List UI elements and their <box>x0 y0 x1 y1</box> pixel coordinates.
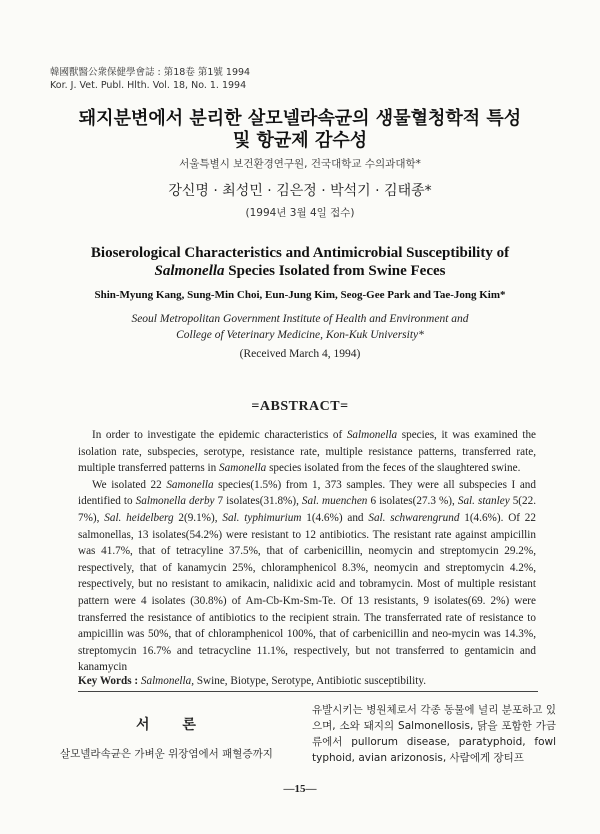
keywords-genus: Salmonella, <box>140 675 195 687</box>
species-name: Salmonella derby <box>135 495 215 508</box>
journal-citation-english: Kor. J. Vet. Publ. Hlth. Vol. 18, No. 1. 1994 <box>50 80 247 91</box>
abstract-text: 6 isolates(27.3 %), <box>367 495 458 508</box>
page-number: —15— <box>283 783 317 795</box>
abstract-text: 1(4.6%). Of 22 salmonellas, 13 isolates(54.2%) were resistant to 12 antibiotics. The resistant rate against ampicillin was 41.7%, that of tetracyline 37.5%, that of carbenicillin, neomycin and streptomycin 29.2%, respectively, that of kanamycin 25%, chloramphenicol 8.3%, neomycin and streptomycin 4.2%, respectively, but no resistant to amikacin, nalidixic acid and tobramycin. Most of multiple resistant pattern were 4 isolates (30.8%) of Am-Cb-Km-Sm-Te. Of 13 resistants, 9 isolates(69. 2%) were transferred the resistance of antibiotics to the recipient strain. The transferrated rate of resistance to ampicillin was 50%, that of chloramphenicol 100%, that of carbenicillin and neo-mycin was 14.3%, streptomycin 16.7% and tetracycline 11.1%, respectively, but not transferred to gentamicin and kanamycin <box>78 511 536 674</box>
english-affiliation-line2: College of Veterinary Medicine, Kon-Kuk University* <box>176 329 424 341</box>
english-title-line1: Bioserological Characteristics and Antimicrobial Susceptibility of <box>90 245 510 261</box>
english-title-rest: Species Isolated from Swine Feces <box>224 263 446 279</box>
abstract-text: species(1.5%) from 1, 373 samples. They were all subspecies I and identified to <box>78 478 536 508</box>
english-affiliation-line1: Seoul Metropolitan Government Institute of Health and Environment and <box>131 313 469 325</box>
abstract-heading: =ABSTRACT= <box>251 399 349 414</box>
korean-affiliation: 서울특별시 보건환경연구원, 건국대학교 수의과대학* <box>179 158 421 170</box>
keywords-label: Key Words : <box>78 675 141 687</box>
korean-title <box>40 108 560 152</box>
abstract-text: 2(9.1%), <box>173 511 223 524</box>
keywords <box>78 674 536 689</box>
introduction-left-column: 살모넬라속균은 가벼운 위장염에서 패혈증까지 <box>60 748 273 760</box>
english-received-date: (Received March 4, 1994) <box>239 348 361 360</box>
korean-received-date: (1994년 3월 4일 접수) <box>245 207 355 219</box>
species-name: Sal. schwarengrund <box>368 511 460 524</box>
species-name: Sal. heidelberg <box>104 511 174 524</box>
abstract-text: We isolated 22 <box>92 478 167 491</box>
journal-citation <box>50 66 250 92</box>
species-name: Samonella <box>219 462 267 475</box>
abstract-body <box>78 427 536 676</box>
english-title-line2 <box>40 262 560 280</box>
abstract-text: 1(4.6%) and <box>301 511 369 524</box>
english-affiliation <box>40 311 560 343</box>
species-name: Salmonella <box>346 429 398 441</box>
abstract-text: 7 isolates(31.8%), <box>214 495 302 508</box>
abstract-text: 5(22. 7%), <box>78 495 537 524</box>
korean-title-line2: 및 항균제 감수성 <box>232 130 368 151</box>
species-name: Sal. typhimurium <box>222 511 302 524</box>
introduction-heading: 서 론 <box>136 717 210 733</box>
english-title <box>40 244 560 280</box>
abstract-text: species, it was examined the isolation rate, subspecies, serotype, resistance rate, multiple resistance patterns, transferred rate, multiple transferred patterns in <box>78 429 536 475</box>
abstract-text: species isolated from the feces of the slaughtered swine. <box>266 462 521 475</box>
species-name: Samonella <box>166 478 214 491</box>
abstract-paragraph-2 <box>78 477 536 676</box>
korean-title-line1: 돼지분변에서 분리한 살모넬라속균의 생물혈청학적 특성 <box>78 108 522 129</box>
korean-authors: 강신명 · 최성민 · 김은정 · 박석기 · 김태종* <box>168 183 432 199</box>
keywords-list: Swine, Biotype, Serotype, Antibiotic susceptibility. <box>194 675 427 687</box>
species-name: Sal. muenchen <box>301 495 368 508</box>
species-name: Sal. stanley <box>457 495 510 508</box>
english-title-genus: Salmonella <box>154 263 225 279</box>
introduction-right-column: 유발시키는 병원체로서 각종 동물에 널리 분포하고 있으며, 소와 돼지의 Salmonellosis, 닭을 포함한 가금류에서 pullorum disease, paratyphoid, fowl typhoid, avian arizonosis, 사람에게 장티프 <box>312 704 556 764</box>
journal-citation-korean: 韓國獸醫公衆保健學會誌 : 第18卷 第1號 1994 <box>50 67 251 78</box>
abstract-text: In order to investigate the epidemic characteristics of <box>92 429 347 441</box>
english-authors: Shin-Myung Kang, Sung-Min Choi, Eun-Jung Kim, Seog-Gee Park and Tae-Jong Kim* <box>94 289 506 301</box>
keywords-divider <box>78 691 538 692</box>
abstract-paragraph-1 <box>78 427 536 477</box>
